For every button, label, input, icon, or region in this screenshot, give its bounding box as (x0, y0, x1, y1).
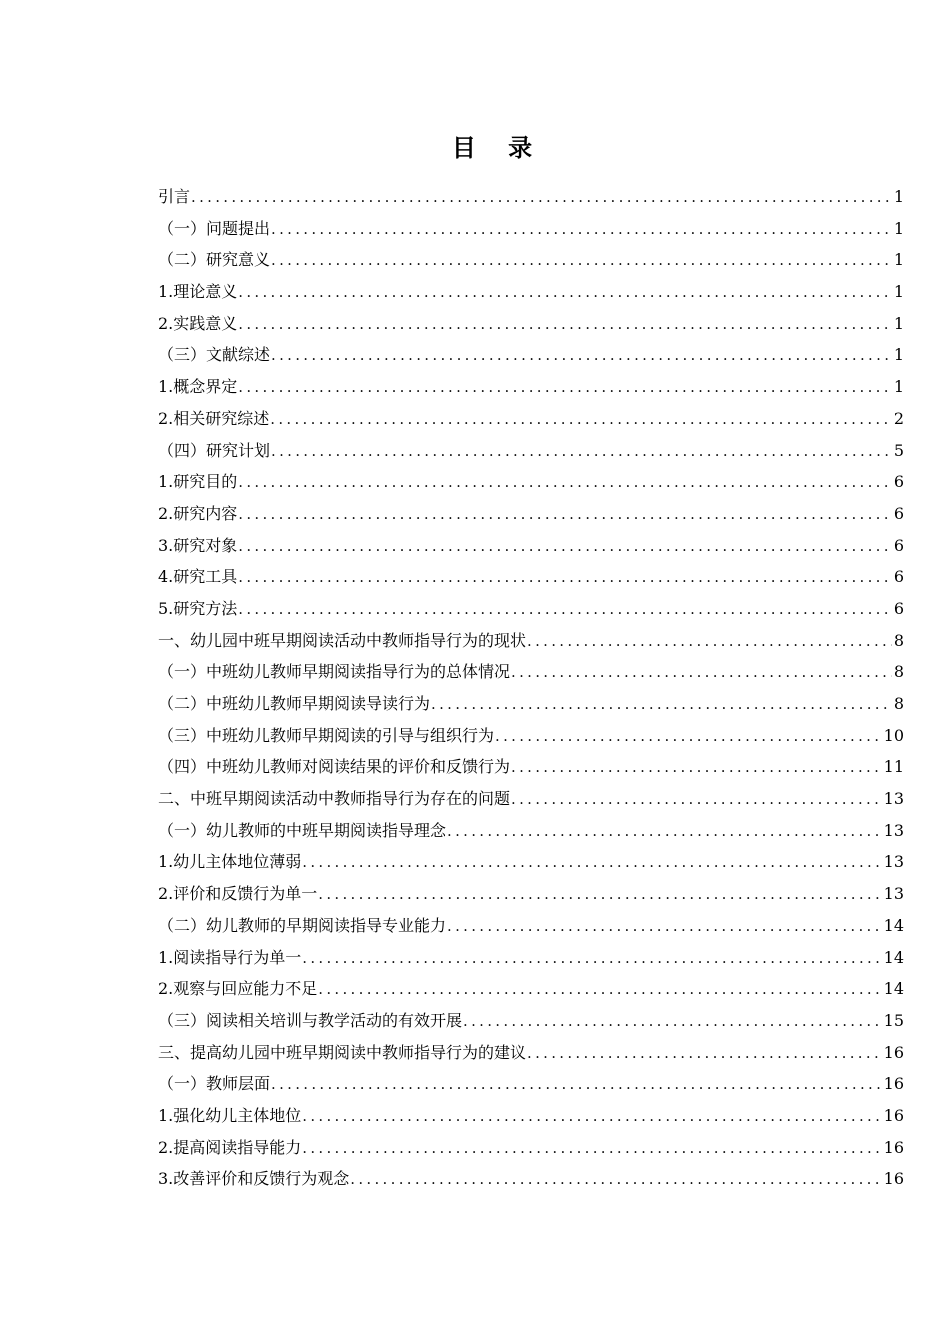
toc-page-number: 2 (893, 408, 904, 428)
toc-entry-title: （三）中班幼儿教师早期阅读的引导与组织行为 (158, 725, 495, 745)
toc-entry-title: （二）幼儿教师的早期阅读指导专业能力 (158, 915, 447, 935)
toc-entry[interactable] (158, 656, 904, 688)
toc-entry[interactable] (158, 910, 904, 942)
toc-entry-title: （一）教师层面 (158, 1074, 271, 1094)
toc-entry-title: 1.概念界定 (158, 377, 238, 397)
toc-entry-title: （一）中班幼儿教师早期阅读指导行为的总体情况 (158, 662, 511, 682)
toc-entry[interactable] (158, 1100, 904, 1132)
toc-entry-title: 5.研究方法 (158, 598, 238, 618)
toc-dot-leader (271, 340, 892, 372)
toc-entry-title: 2.相关研究综述 (158, 408, 270, 428)
toc-page-number: 1 (893, 218, 904, 238)
toc-page-number: 6 (893, 472, 904, 492)
toc-entry-title: （一）幼儿教师的中班早期阅读指导理念 (158, 820, 447, 840)
toc-entry[interactable] (158, 1068, 904, 1100)
toc-entry-title: 3.研究对象 (158, 535, 238, 555)
toc-entry[interactable] (158, 403, 904, 435)
toc-entry[interactable] (158, 339, 904, 371)
toc-page-number: 16 (883, 1137, 904, 1157)
toc-page-number: 14 (883, 947, 904, 967)
toc-entry-title: 三、提高幼儿园中班早期阅读中教师指导行为的建议 (158, 1042, 527, 1062)
toc-page-number: 1 (893, 250, 904, 270)
toc-entry[interactable] (158, 530, 904, 562)
toc-dot-leader (447, 911, 882, 943)
toc-page-number: 1 (893, 377, 904, 397)
toc-entry[interactable] (158, 466, 904, 498)
toc-page-number: 16 (883, 1074, 904, 1094)
toc-dot-leader (527, 626, 892, 658)
toc-dot-leader (350, 1164, 881, 1196)
toc-page-number: 14 (883, 915, 904, 935)
toc-dot-leader (495, 721, 882, 753)
toc-entry[interactable] (158, 593, 904, 625)
toc-entry-title: 1.强化幼儿主体地位 (158, 1105, 302, 1125)
toc-entry[interactable] (158, 213, 904, 245)
toc-page-number: 13 (883, 820, 904, 840)
toc-page-number: 11 (883, 757, 904, 777)
toc-entry[interactable] (158, 1132, 904, 1164)
toc-entry-title: 2.提高阅读指导能力 (158, 1137, 302, 1157)
toc-entry[interactable] (158, 561, 904, 593)
toc-entry-title: （三）阅读相关培训与教学活动的有效开展 (158, 1010, 463, 1030)
toc-page-number: 6 (893, 567, 904, 587)
toc-entry[interactable] (158, 878, 904, 910)
toc-page-number: 13 (883, 884, 904, 904)
toc-page-number: 16 (883, 1105, 904, 1125)
toc-page-number: 10 (883, 725, 904, 745)
toc-page-number: 1 (893, 187, 904, 206)
toc-entry[interactable] (158, 751, 904, 783)
toc-entry-title: 2.评价和反馈行为单一 (158, 884, 318, 904)
toc-page-number: 13 (883, 852, 904, 872)
toc-page-number: 16 (883, 1042, 904, 1062)
toc-entry[interactable] (158, 1163, 904, 1195)
toc-entry[interactable] (158, 1005, 904, 1037)
toc-entry-title: 一、幼儿园中班早期阅读活动中教师指导行为的现状 (158, 630, 527, 650)
toc-page-number: 8 (893, 694, 904, 713)
toc-dot-leader (238, 499, 892, 531)
toc-page-number: 6 (893, 598, 904, 618)
toc-entry[interactable] (158, 435, 904, 467)
toc-dot-leader (318, 879, 881, 911)
toc-page-number: 1 (893, 345, 904, 365)
toc-entry-title: 1.阅读指导行为单一 (158, 947, 302, 967)
toc-entry-title: 1.理论意义 (158, 282, 238, 302)
page-title: 目 录 (451, 134, 545, 162)
toc-entry-title: 2.实践意义 (158, 313, 238, 333)
toc-dot-leader (238, 594, 892, 626)
toc-entry[interactable] (158, 498, 904, 530)
toc-entry[interactable] (158, 973, 904, 1005)
toc-dot-leader (302, 847, 881, 879)
toc-page-number: 13 (883, 789, 904, 809)
toc-dot-leader (302, 1101, 881, 1133)
toc-entry[interactable] (158, 688, 904, 720)
toc-entry-title: 3.改善评价和反馈行为观念 (158, 1169, 350, 1189)
toc-dot-leader (270, 404, 892, 436)
toc-entry-title: （四）中班幼儿教师对阅读结果的评价和反馈行为 (158, 757, 511, 777)
toc-entry[interactable] (158, 720, 904, 752)
toc-entry-title: 1.幼儿主体地位薄弱 (158, 852, 302, 872)
toc-entry-title: （二）中班幼儿教师早期阅读导读行为 (158, 694, 431, 713)
toc-entry[interactable] (158, 371, 904, 403)
toc-dot-leader (447, 816, 882, 848)
toc-entry-title: 4.研究工具 (158, 567, 238, 587)
toc-page-number: 1 (893, 313, 904, 333)
toc-page-number: 14 (883, 979, 904, 999)
toc-entry[interactable] (158, 244, 904, 276)
toc-entry-title: （三）文献综述 (158, 345, 271, 365)
toc-page-number: 1 (893, 282, 904, 302)
toc-entry-title: 1.研究目的 (158, 472, 238, 492)
toc-dot-leader (431, 689, 892, 721)
toc-page-number: 8 (893, 630, 904, 650)
toc-dot-leader (238, 309, 892, 341)
toc-dot-leader (238, 277, 892, 309)
toc-dot-leader (191, 182, 892, 214)
toc-entry-title: （二）研究意义 (158, 250, 271, 270)
toc-dot-leader (511, 657, 892, 689)
toc-page-number: 6 (893, 503, 904, 523)
toc-dot-leader (527, 1038, 882, 1070)
toc-dot-leader (271, 436, 892, 468)
toc-dot-leader (271, 1069, 882, 1101)
toc-dot-leader (238, 467, 892, 499)
toc-entry-title: （一）问题提出 (158, 218, 271, 238)
toc-dot-leader (238, 531, 892, 563)
toc-entry[interactable] (158, 783, 904, 815)
toc-page-number: 16 (883, 1169, 904, 1189)
toc-entry[interactable] (158, 846, 904, 878)
toc-entry-title: 2.研究内容 (158, 503, 238, 523)
toc-dot-leader (511, 752, 882, 784)
toc-entry[interactable] (158, 1037, 904, 1069)
toc-page-number: 6 (893, 535, 904, 555)
toc-entry[interactable] (158, 276, 904, 308)
toc-dot-leader (238, 372, 892, 404)
toc-entry[interactable] (158, 815, 904, 847)
toc-entry[interactable] (158, 181, 904, 213)
toc-dot-leader (463, 1006, 882, 1038)
toc-entry[interactable] (158, 625, 904, 657)
toc-dot-leader (271, 214, 892, 246)
toc-dot-leader (271, 245, 892, 277)
toc-dot-leader (302, 943, 881, 975)
toc-entry-title: 引言 (158, 187, 191, 206)
toc-entry[interactable] (158, 942, 904, 974)
toc-page-number: 5 (893, 440, 904, 460)
toc-entry[interactable] (158, 308, 904, 340)
toc-page-number: 8 (893, 662, 904, 682)
table-of-contents (158, 181, 904, 1195)
toc-entry-title: 2.观察与回应能力不足 (158, 979, 318, 999)
toc-page-number: 15 (883, 1010, 904, 1030)
toc-entry-title: 二、中班早期阅读活动中教师指导行为存在的问题 (158, 789, 511, 809)
toc-dot-leader (318, 974, 881, 1006)
toc-dot-leader (302, 1133, 881, 1165)
toc-entry-title: （四）研究计划 (158, 440, 271, 460)
toc-dot-leader (511, 784, 882, 816)
toc-dot-leader (238, 562, 892, 594)
